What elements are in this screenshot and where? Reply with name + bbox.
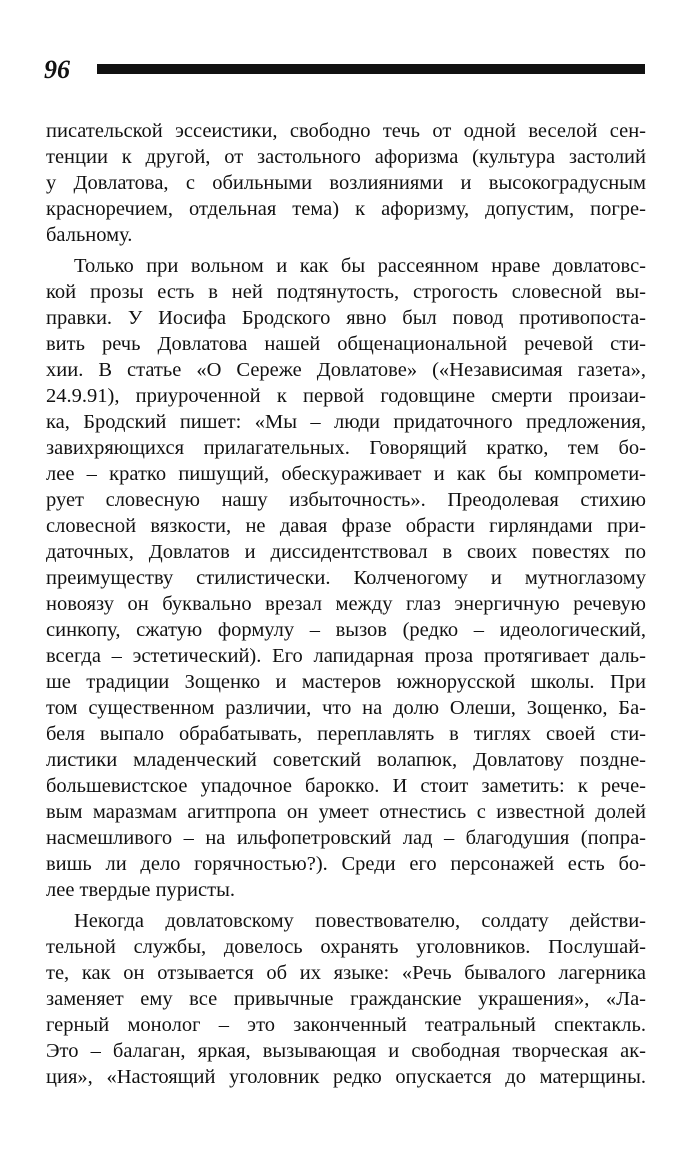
- text-line: 24.9.91), приуроченной к первой годовщине смерти произаи-: [46, 385, 646, 407]
- text-line: бальному.: [46, 224, 133, 246]
- text-line: тенции к другой, от застольного афоризма (культура застолий: [46, 146, 646, 168]
- text-line: завихряющихся прилагательных. Говорящий кратко, тем бо-: [46, 437, 646, 459]
- text-line: красноречием, отдельная тема) к афоризму, допустим, погре-: [46, 198, 646, 220]
- body-text: [46, 118, 646, 1090]
- text-line: ше традиции Зощенко и мастеров южнорусской школы. При: [46, 671, 646, 693]
- paragraph-2: [46, 253, 646, 903]
- page-number: 96: [44, 55, 70, 84]
- text-line: ция», «Настоящий уголовник редко опускается до матерщины.: [46, 1066, 646, 1088]
- text-line: у Довлатова, с обильными возлияниями и высокоградусным: [46, 172, 646, 194]
- text-line: новоязу он буквально врезал между глаз энергичную речевую: [46, 593, 646, 615]
- text-line: те, как он отзывается об их языке: «Речь бывалого лагерника: [46, 962, 646, 984]
- text-line: Некогда довлатовскому повествователю, солдату действи-: [74, 910, 646, 932]
- text-line: кой прозы есть в ней подтянутость, строгость словесной вы-: [46, 281, 646, 303]
- text-line: Это – балаган, яркая, вызывающая и свободная творческая ак-: [46, 1040, 646, 1062]
- text-line: вить речь Довлатова нашей общенациональной речевой сти-: [46, 333, 646, 355]
- text-line: лее твердые пуристы.: [46, 879, 235, 901]
- text-line: писательской эссеистики, свободно течь от одной веселой сен-: [46, 120, 646, 142]
- text-line: вым маразмам агитпропа он умеет отнестись с известной долей: [46, 801, 646, 823]
- text-line: Только при вольном и как бы рассеянном нраве довлатовс-: [74, 255, 646, 277]
- header-rule: [97, 64, 645, 74]
- text-line: герный монолог – это законченный театральный спектакль.: [46, 1014, 646, 1036]
- text-line: даточных, Довлатов и диссидентствовал в своих повестях по: [46, 541, 646, 563]
- text-line: рует словесную нашу избыточность». Преодолевая стихию: [46, 489, 646, 511]
- paragraph-1: [46, 118, 646, 248]
- text-line: словесной вязкости, не давая фразе обрасти гирляндами при-: [46, 515, 646, 537]
- text-line: лее – кратко пишущий, обескураживает и как бы компромети-: [46, 463, 646, 485]
- text-line: всегда – эстетический). Его лапидарная проза протягивает даль-: [46, 645, 646, 667]
- text-line: тельной службы, довелось охранять уголовников. Послушай-: [46, 936, 646, 958]
- text-line: синкопу, сжатую формулу – вызов (редко – идеологический,: [46, 619, 646, 641]
- text-line: ка, Бродский пишет: «Мы – люди придаточного предложения,: [46, 411, 646, 433]
- text-line: насмешливого – на ильфопетровский лад – благодушия (попра-: [46, 827, 646, 849]
- text-line: листики младенческий советский волапюк, Довлатову поздне-: [46, 749, 646, 771]
- text-line: преимуществу стилистически. Колченогому и мутноглазому: [46, 567, 646, 589]
- text-line: вишь ли дело горячностью?). Среди его персонажей есть бо-: [46, 853, 646, 875]
- text-line: хии. В статье «О Сереже Довлатове» («Независимая газета»,: [46, 359, 646, 381]
- text-line: беля выпало обрабатывать, переплавлять в тиглях своей сти-: [46, 723, 646, 745]
- text-line: правки. У Иосифа Бродского явно был повод противопоста-: [46, 307, 646, 329]
- text-line: заменяет ему все привычные гражданские украшения», «Ла-: [46, 988, 646, 1010]
- text-line: том существенном различии, что на долю Олеши, Зощенко, Ба-: [46, 697, 646, 719]
- paragraph-3: [46, 908, 646, 1090]
- text-line: большевистское упадочное барокко. И стоит заметить: к рече-: [46, 775, 646, 797]
